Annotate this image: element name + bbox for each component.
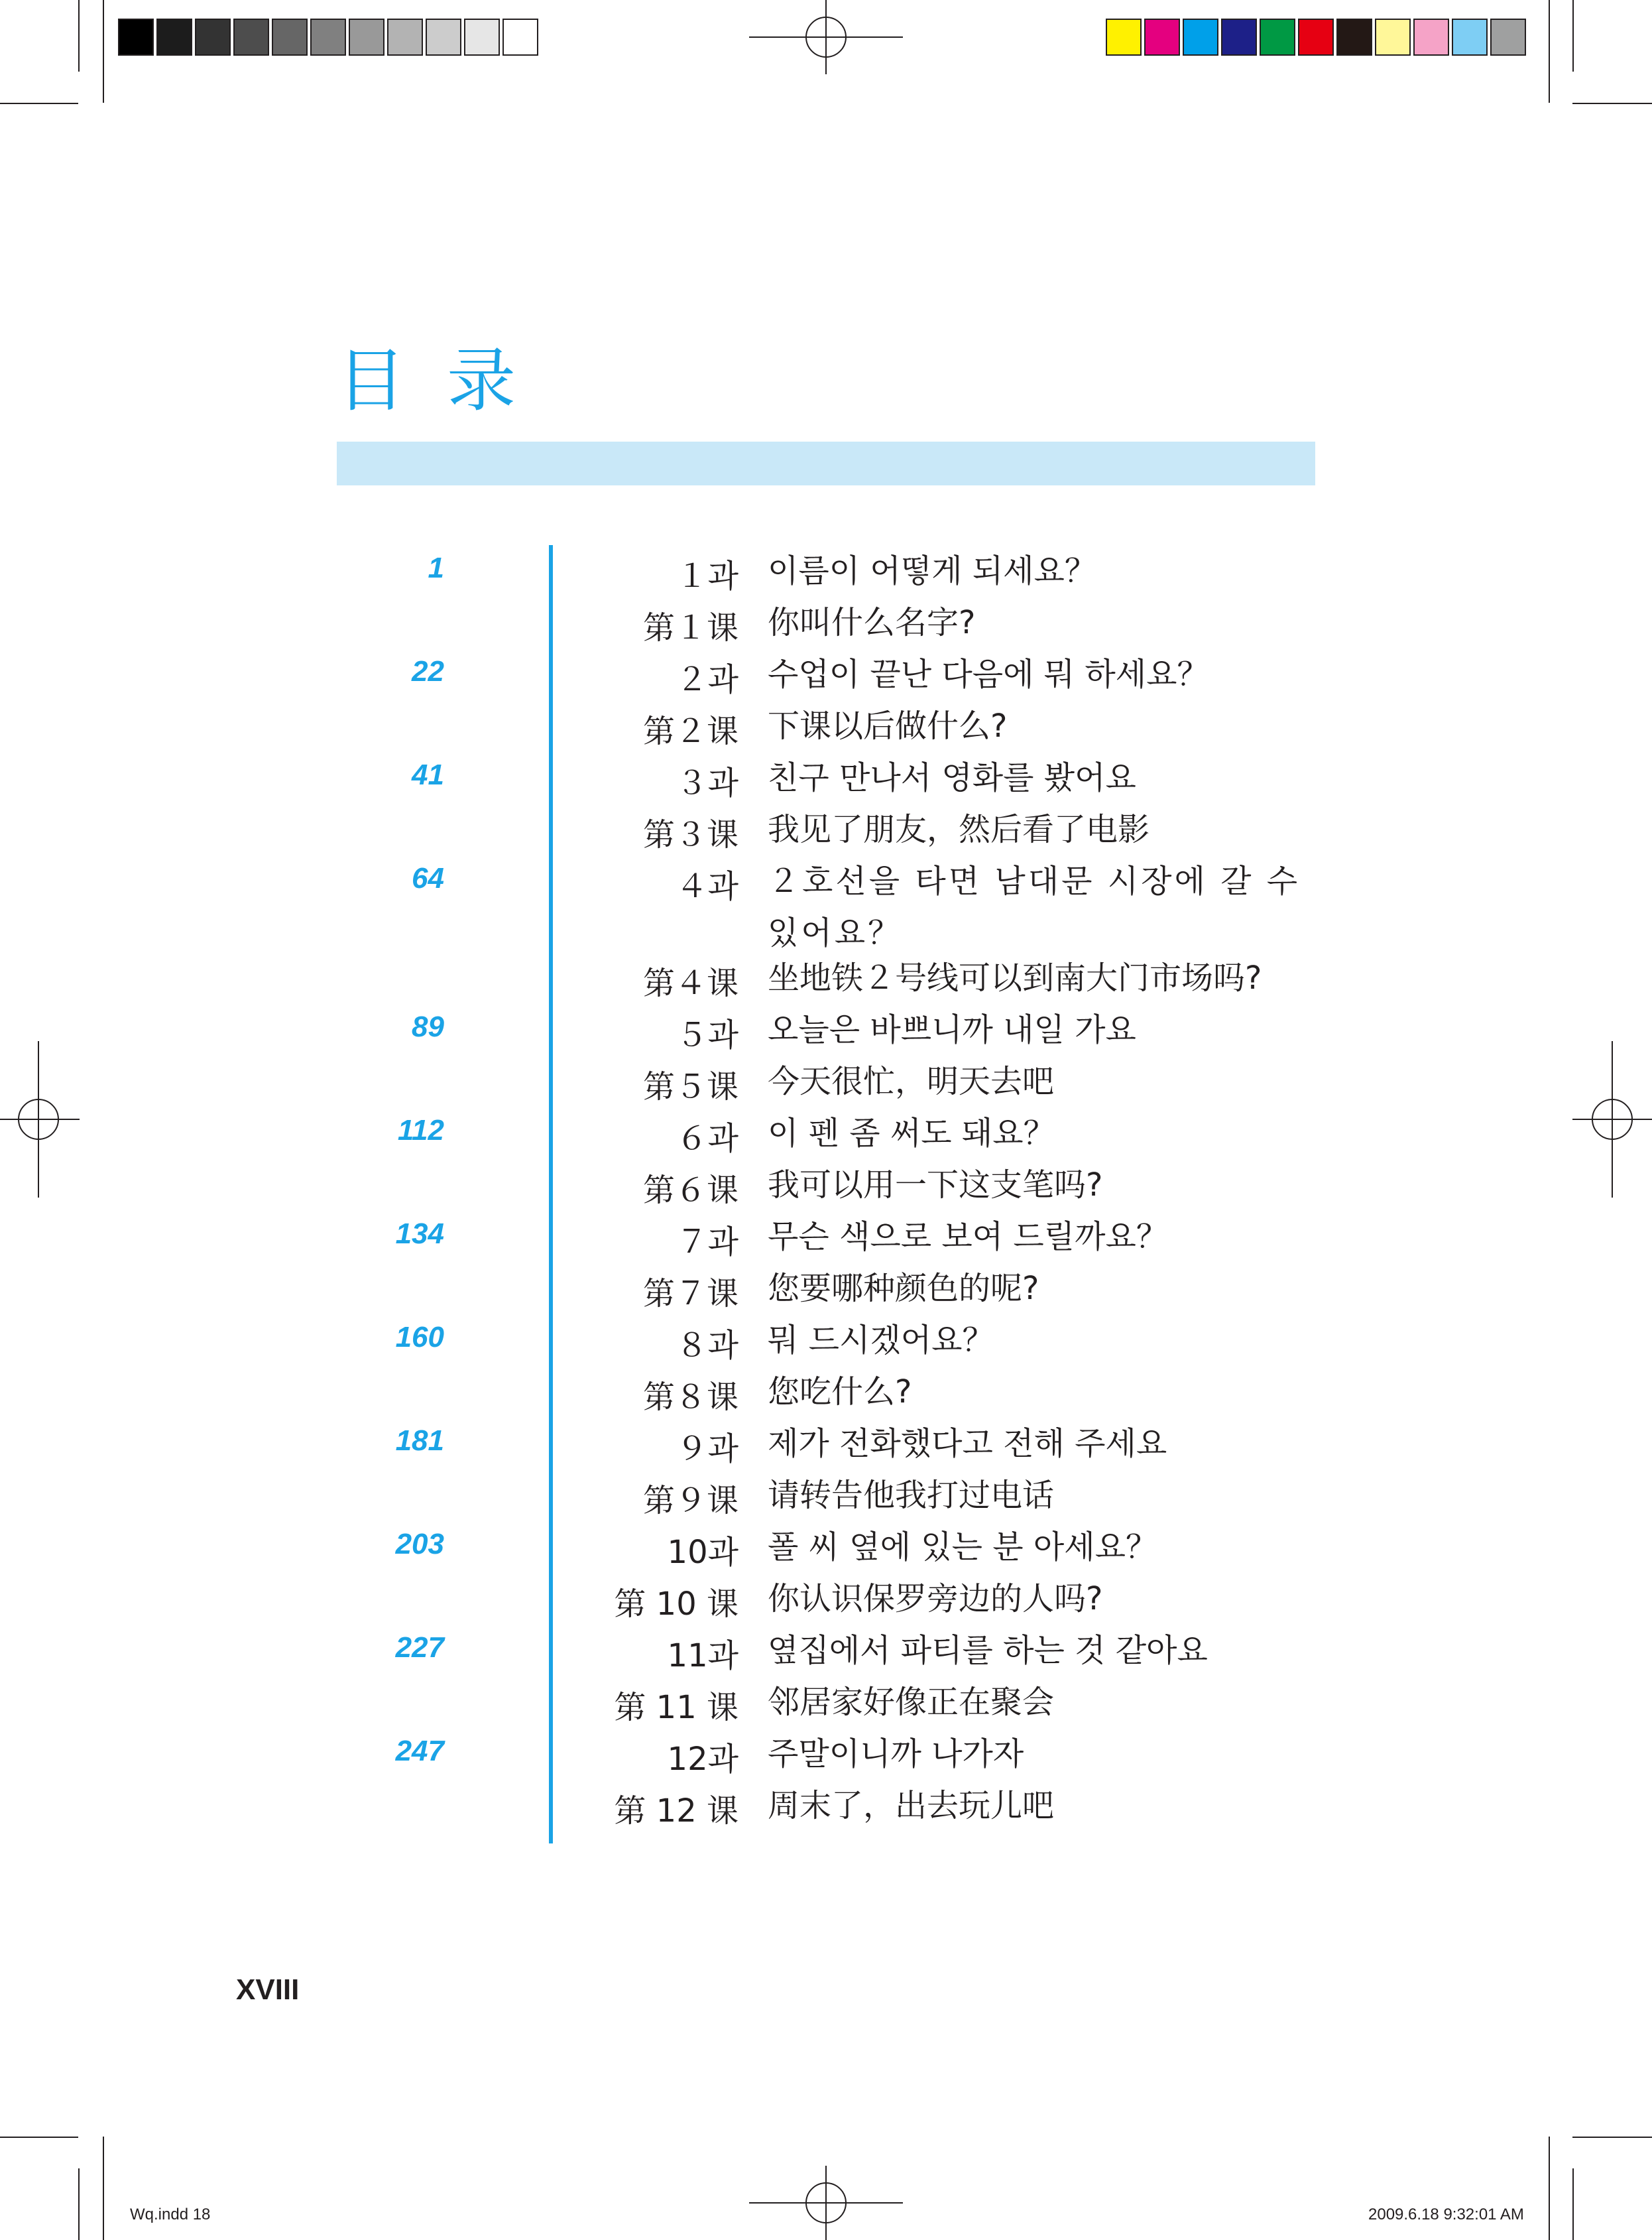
- lesson-label-korean: 11과: [667, 1637, 738, 1674]
- lesson-label-chinese: 第 12 课: [614, 1792, 738, 1830]
- toc-page-number: 227: [395, 1631, 444, 1664]
- lesson-label-chinese: 第 11 课: [614, 1689, 738, 1726]
- lesson-label-chinese: 第５课: [642, 1068, 738, 1105]
- toc-page-number: 160: [395, 1321, 444, 1353]
- toc-page-number: 203: [395, 1528, 444, 1560]
- gray-swatch: [233, 19, 269, 56]
- gray-swatch: [349, 19, 384, 56]
- registration-mark-right: [1572, 1041, 1652, 1198]
- lesson-title-korean: 뭐 드시겠어요？: [768, 1322, 994, 1359]
- lesson-title-chinese: 下课以后做什么?: [768, 708, 1008, 745]
- lesson-title-korean: 이 펜 좀 써도 돼요？: [768, 1115, 1055, 1152]
- lesson-title-korean: 옆집에서 파티를 하는 것 같아요: [768, 1632, 1208, 1669]
- lesson-label-chinese: 第９课: [642, 1482, 738, 1519]
- toc-page-number: 41: [412, 759, 444, 791]
- gray-swatch: [118, 19, 154, 56]
- lesson-label-korean: ６과: [676, 1120, 738, 1157]
- color-swatch: [1298, 19, 1334, 56]
- lesson-label-chinese: 第８课: [642, 1379, 738, 1416]
- gray-swatch: [195, 19, 231, 56]
- lesson-title-korean: 제가 전화했다고 전해 주세요: [768, 1425, 1167, 1462]
- toc-page-number: 181: [395, 1424, 444, 1457]
- gray-swatch: [156, 19, 192, 56]
- lesson-title-chinese: 今天很忙，明天去吧: [768, 1063, 1055, 1100]
- color-swatch: [1452, 19, 1488, 56]
- lesson-title-chinese: 我可以用一下这支笔吗?: [768, 1166, 1103, 1204]
- heading-char-2: 录: [447, 340, 516, 421]
- lesson-title-chinese: 周末了，出去玩儿吧: [768, 1787, 1055, 1824]
- toc-divider: [549, 545, 553, 1843]
- toc-page-number: 1: [428, 552, 444, 584]
- lesson-title-chinese: 我见了朋友，然后看了电影: [768, 811, 1150, 848]
- gray-swatch: [464, 19, 500, 56]
- lesson-title-korean: 주말이니까 나가자: [768, 1735, 1024, 1773]
- lesson-title-korean: 오늘은 바쁘니까 내일 가요: [768, 1011, 1136, 1048]
- lesson-title-chinese: 邻居家好像正在聚会: [768, 1684, 1055, 1721]
- lesson-title-chinese: 坐地铁２号线可以到南大门市场吗?: [768, 960, 1262, 997]
- lesson-title-korean: ２호선을 타면 남대문 시장에 갈 수 있어요？: [768, 863, 1301, 952]
- lesson-label-chinese: 第４课: [642, 965, 738, 1002]
- lesson-label-korean: ２과: [676, 661, 738, 698]
- lesson-title-chinese: 请转告他我打过电话: [768, 1477, 1055, 1514]
- color-swatch: [1413, 19, 1449, 56]
- gray-swatch: [387, 19, 423, 56]
- lesson-title-korean: 무슨 색으로 보여 드릴까요？: [768, 1218, 1168, 1255]
- lesson-label-korean: ９과: [676, 1430, 738, 1467]
- registration-mark-top: [749, 0, 903, 74]
- color-swatch: [1183, 19, 1218, 56]
- page-folio: XVIII: [236, 1973, 300, 2006]
- lesson-label-korean: ４과: [676, 868, 738, 905]
- registration-mark-left: [0, 1041, 80, 1198]
- color-swatch: [1221, 19, 1257, 56]
- color-swatch: [1490, 19, 1526, 56]
- toc-page-number: 22: [412, 655, 444, 688]
- toc-page-number: 112: [397, 1114, 444, 1147]
- lesson-label-korean: ５과: [676, 1017, 738, 1054]
- lesson-label-chinese: 第１课: [642, 609, 738, 647]
- heading-band: [337, 442, 1315, 485]
- lesson-title-korean: 이름이 어떻게 되세요？: [768, 552, 1096, 590]
- lesson-title-chinese: 你叫什么名字?: [768, 604, 976, 641]
- lesson-label-chinese: 第３课: [642, 816, 738, 853]
- lesson-title-korean: 친구 만나서 영화를 봤어요: [768, 759, 1136, 796]
- lesson-label-chinese: 第６课: [642, 1172, 738, 1209]
- registration-mark-bottom: [749, 2166, 903, 2240]
- color-swatch: [1106, 19, 1142, 56]
- toc-page-number: 134: [395, 1217, 444, 1250]
- toc-page-number: 89: [412, 1011, 444, 1043]
- lesson-label-korean: 12과: [667, 1741, 738, 1778]
- slug-file-info: Wq.indd 18: [130, 2206, 211, 2223]
- color-swatch: [1375, 19, 1411, 56]
- lesson-label-chinese: 第２课: [642, 713, 738, 750]
- lesson-title-chinese: 您要哪种颜色的呢?: [768, 1270, 1039, 1307]
- lesson-title-korean: 수업이 끝난 다음에 뭐 하세요？: [768, 656, 1209, 693]
- lesson-label-korean: 10과: [667, 1534, 738, 1571]
- color-swatch: [1336, 19, 1372, 56]
- gray-swatch: [310, 19, 346, 56]
- gray-swatch: [502, 19, 538, 56]
- lesson-title-korean: 폴 씨 옆에 있는 분 아세요？: [768, 1528, 1157, 1566]
- toc-page-number: 64: [412, 862, 444, 895]
- lesson-label-korean: ７과: [676, 1223, 738, 1261]
- gray-swatch: [272, 19, 308, 56]
- toc-page-number: 247: [395, 1735, 444, 1767]
- slug-timestamp: 2009.6.18 9:32:01 AM: [1368, 2206, 1524, 2223]
- lesson-label-chinese: 第７课: [642, 1275, 738, 1312]
- color-swatch: [1144, 19, 1180, 56]
- lesson-title-chinese: 您吃什么?: [768, 1373, 912, 1410]
- lesson-label-korean: ３과: [676, 765, 738, 802]
- lesson-label-chinese: 第 10 课: [614, 1586, 738, 1623]
- lesson-label-korean: １과: [676, 558, 738, 595]
- lesson-label-korean: ８과: [676, 1327, 738, 1364]
- gray-swatch: [426, 19, 461, 56]
- lesson-title-chinese: 你认识保罗旁边的人吗?: [768, 1580, 1103, 1617]
- heading-char-1: 目: [337, 340, 406, 421]
- color-swatch: [1260, 19, 1295, 56]
